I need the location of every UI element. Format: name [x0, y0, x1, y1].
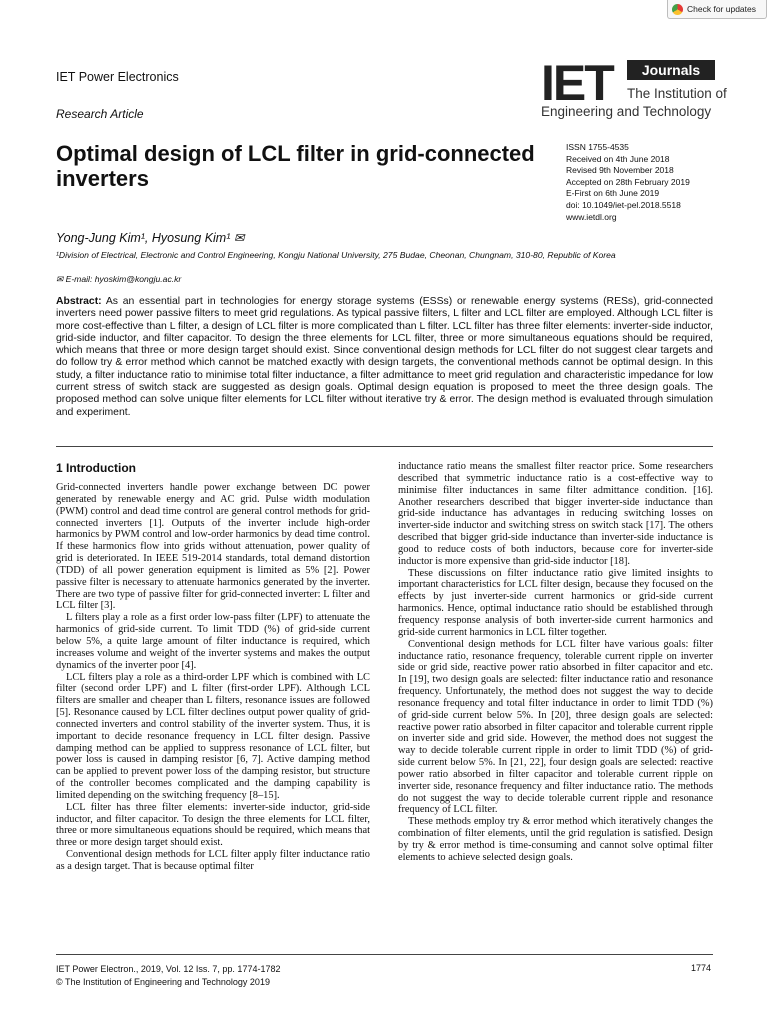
- doi-link[interactable]: doi: 10.1049/iet-pel.2018.5518: [566, 199, 681, 210]
- abstract-text: As an essential part in technologies for energy storage systems (ESSs) or renewable energy systems (RESs), grid-connected inverters need power passive filters to meet grid regulations. As typical passive filters, L filter and LCL filter are employed. Although LCL filter is more cost-effective than L filter, a design of LCL filter is more complicated than L filter. LCL filter has three filter elements: inverter-side inductor, grid-side inductor, and filter capacitor. To design the three elements for LCL filter, three or more simultaneous equations should be required, which means that three or more design target should exist. Since conventional design methods for LCL filter do not suggest clear targets and do follow try & error method which cannot be matched exactly with design targets, the conventional methods cannot be optimal design. In this study, a filter inductance ratio to minimise total filter inductance, a filter admittance to meet grid regulation and characteristic impedance for low current stress of switch stack are suggested as design goals. Optimal design equation is proposed to meet the three design goals. The proposed method can solve unique filter elements for LCL filter without iterative try & error. The design method is evaluated through simulation and experiment.: [56, 296, 713, 418]
- paragraph: These methods employ try & error method which iteratively changes the combination of filter elements, until the grid regulation is satisfied. Design by try & error method is time-consuming and cannot solve optimal filter elements to achieve selected design goals.: [398, 816, 713, 863]
- check-for-updates-button[interactable]: [667, 0, 767, 19]
- logo-line-2: Engineering and Technology: [541, 104, 712, 119]
- affiliation: ¹Division of Electrical, Electronic and Control Engineering, Kongju National University, 275 Budae, Cheonan, Chungnam, 310-80, Republic of Korea: [56, 250, 616, 260]
- article-title: Optimal design of LCL filter in grid-connected inverters: [56, 141, 535, 191]
- logo-text: IET: [541, 55, 613, 111]
- right-column: [398, 461, 713, 864]
- paragraph: Grid-connected inverters handle power exchange between DC power generated by renewable energy and AC grid. Pulse width modulation (PWM) control and dead time control are general control methods for grid-connected inverters [1]. Outputs of the inverter include high-order harmonics by PWM control and low-order harmonics by dead time control. If these harmonics flow into grids without attenuation, power quality of grid is deteriorated. In IEEE 519-2014 standards, total demand distortion (TDD) of all power generation equipment is limited as 5% [2]. Power passive filter is necessary to attenuate harmonics generated by the inverter. There are two type of passive filter for grid-connected inverter: L filter and LCL filter [3].: [56, 482, 370, 612]
- paragraph: inductance ratio means the smallest filter reactor price. Some researchers described that symmetric inductance ratio is a cost-effective way to minimise filter inductances in same filter admittance condition. [16]. Another researchers described that bigger inverter-side inductance than grid-side inductance has advantages in reducing switching losses on inverter-side inductor and switching stress on switch stack [17]. The others described that bigger grid-side inductance than inverter-side inductance is good to reduce costs of both inductors, because core for inverter-side inductor is more expensive than grid-side inductor [18].: [398, 461, 713, 567]
- paragraph: Conventional design methods for LCL filter apply filter inductance ratio as a design target. That is because optimal filter: [56, 849, 370, 872]
- paragraph: LCL filter has three filter elements: inverter-side inductor, grid-side inductor, and filter capacitor. To design the three elements for LCL filter, three or more simultaneous equations should be required, which means that three or more design target should exist.: [56, 801, 370, 849]
- abstract-label: Abstract:: [56, 296, 102, 307]
- page-number: 1774: [691, 963, 712, 973]
- paragraph: L filters play a role as a first order low-pass filter (LPF) to attenuate the harmonics of grid-side current. To limit TDD (%) of grid-side current below 5%, a quite large amount of filter inductance is required, which increases volume and weight of the inverter systems and makes the output dynamics of the inverter poor [4].: [56, 612, 370, 671]
- efirst-date: E-First on 6th June 2019: [566, 188, 660, 199]
- received-date: Received on 4th June 2018: [566, 153, 670, 164]
- footer-citation: IET Power Electron., 2019, Vol. 12 Iss. 7, pp. 1774-1782: [56, 964, 281, 974]
- section-heading: 1 Introduction: [56, 461, 136, 475]
- accepted-date: Accepted on 28th February 2019: [566, 176, 690, 187]
- footer: [56, 963, 280, 988]
- logo-line-1: The Institution of: [627, 86, 727, 101]
- revised-date: Revised 9th November 2018: [566, 165, 674, 176]
- authors: Yong-Jung Kim¹, Hyosung Kim¹ ✉: [56, 231, 245, 245]
- paragraph: These discussions on filter inductance ratio give limited insights to important characteristics for LCL filter design, because they focused on the effects by just inverter-side current harmonics or grid-side current harmonics. Hence, optimal inductance ratio should be established through frequency response analysis of both inverter-side current harmonics and grid-side current harmonics in LCL filter together.: [398, 567, 713, 638]
- abstract: [56, 296, 713, 419]
- issn: ISSN 1755-4535: [566, 142, 629, 152]
- check-for-updates-label: Check for updates: [687, 4, 756, 14]
- website-link[interactable]: www.ietdl.org: [566, 211, 617, 222]
- logo-badge: Journals: [627, 60, 715, 80]
- article-metadata: [566, 142, 690, 223]
- left-column: [56, 482, 370, 873]
- footer-copyright: © The Institution of Engineering and Technology 2019: [56, 976, 270, 987]
- author-email[interactable]: ✉ E-mail: hyoskim@kongju.ac.kr: [56, 274, 182, 284]
- footer-divider: [56, 954, 713, 955]
- paragraph: LCL filters play a role as a third-order LPF which is combined with LC filter (second order LPF) and L filter (first-order LPF). Although LCL filters are smaller and cheaper than L filters, resonance issues are followed [5]. Resonance caused by LCL filter declines output power quality of grid-connected inverters and control stability of the inverter system. Thus, it is important to decide resonance frequency in LCL filter design. Passive damping method can be applied to suppress resonance of LCL filter, but power loss is caused in damping resistor [6, 7]. Active damping method can be applied to prevent power loss of the damping resistor, but structure of the controller becomes complicated and the damping capability is limited depending on the switching frequency [8–15].: [56, 671, 370, 801]
- article-type: Research Article: [56, 107, 144, 121]
- journal-name: IET Power Electronics: [56, 70, 179, 84]
- crossmark-icon: [672, 4, 683, 15]
- paragraph: Conventional design methods for LCL filter have various goals: filter inductance ratio, resonance frequency, tolerable current ripple on inverter side or grid side, reactive power ratio absorbed in filter capacitor and etc. In [19], two design goals are selected: filter inductance ratio and resonance frequency. Unfortunately, the method does not suggest the way to decide resonance frequency and total filter inductance in order to limit TDD (%) of grid-side current below 5%. In [20], three design goals are selected: reactive power ratio absorbed in filter capacitor and tolerable current ripple on inverter side and grid side. However, the method does not suggest the way to decide tolerable current ripple in order to limit TDD (%) of grid-side current below 5%. In [21, 22], four design goals are selected: reactive power ratio absorbed in filter capacitor and tolerable current ripple on inverter side, resonance frequency and filter inductance ratio. The methods do not suggest the way to decide tolerable current ripple and resonance frequency of LCL filter.: [398, 638, 713, 816]
- divider: [56, 446, 713, 447]
